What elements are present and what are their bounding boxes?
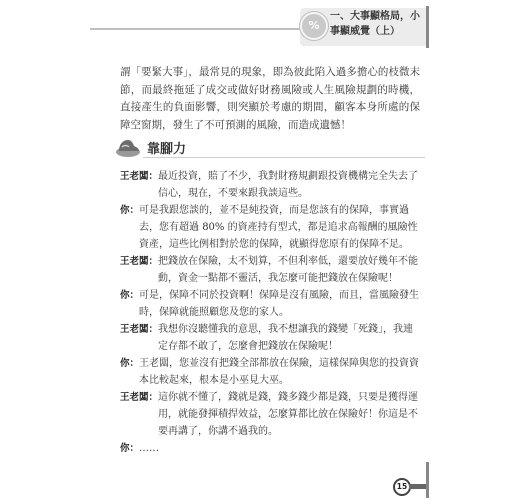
dialogue-turn bbox=[120, 168, 422, 202]
page-edge-mark bbox=[426, 6, 429, 48]
dialogue-turn bbox=[120, 321, 422, 355]
dialogue-turn bbox=[120, 355, 422, 389]
speech-text: 這你就不懂了，錢就是錢，錢多錢少都是錢，只要是獲得運用，就能發揮積捍效益，怎麼算都比放在保險好！你這是不要再講了，你講不過我的。 bbox=[158, 392, 419, 437]
chapter-title: 一、大事顯格局，小事顯威覺（上） bbox=[330, 11, 420, 37]
dialogue-turn bbox=[120, 440, 422, 457]
speaker-label: 王老闆： bbox=[120, 256, 159, 267]
dialogue-turn bbox=[120, 287, 422, 321]
page-edge-mark-bottom bbox=[426, 462, 429, 498]
speech-text: 我想你沒聽懂我的意思，我不想讓我的錢變「死錢」，我連定存都不敢了，怎麼會把錢放在保險呢！ bbox=[158, 324, 414, 352]
speech-text: 王老闆，您並沒有把錢全部都放在保險，這樣保障與您的投資資本比較起來，根本是小巫見大巫。 bbox=[139, 358, 420, 386]
header-rule bbox=[90, 28, 300, 30]
section-title: 靠腳力 bbox=[147, 142, 187, 157]
speaker-label: 你： bbox=[120, 290, 140, 301]
speech-text: 最近投資，賠了不少，我對財務規劃跟投資機構完全失去了信心，現在，不要來跟我談這些。 bbox=[158, 171, 419, 199]
speech-text: 可是，保障不同於投資啊！保障是沒有風險，而且，當風險發生時，保障就能照顧您及您的家人。 bbox=[139, 290, 420, 318]
speaker-label: 王老闆： bbox=[120, 171, 159, 182]
speaker-label: 王老闆： bbox=[120, 324, 159, 335]
speech-text: …… bbox=[139, 443, 160, 454]
speaker-label: 你： bbox=[120, 443, 140, 454]
speaker-label: 王老闆： bbox=[120, 392, 159, 403]
chapter-badge-icon: % bbox=[300, 12, 328, 40]
speaker-label: 你： bbox=[120, 358, 140, 369]
intro-paragraph: 謂「要緊大事」，最常見的現象，即為彼此陷入過多擔心的枝微末節，而最終拖延了成交或做好財務風險或人生風險規劃的時機，直接產生的負面影響，則突顯於考慮的期間，顧客本身所處的保障空窗期，發生了不可預測的風險，而造成遺憾！ bbox=[120, 66, 420, 131]
footer-bar bbox=[409, 484, 427, 489]
page-number: 15 bbox=[393, 478, 411, 496]
dialogue-turn bbox=[120, 202, 422, 253]
dialogue-turn bbox=[120, 389, 422, 440]
dialogue-turn bbox=[120, 253, 422, 287]
section-rule bbox=[143, 157, 425, 158]
dialogue-list bbox=[120, 168, 422, 457]
shoe-icon bbox=[115, 135, 141, 159]
speech-text: 可是我跟您談的，並不是純投資，而是您該有的保障，事實過去，您有超過 80% 的資產持有型式，都是追求高報酬的風險性資產，這些比例相對於您的保障，就顯得您原有的保障不足。 bbox=[139, 205, 418, 250]
speech-text: 把錢放在保險，太不划算，不但利率低，還要放好幾年不能動，資金一點都不靈活，我怎麼可能把錢放在保險呢！ bbox=[158, 256, 419, 284]
speaker-label: 你： bbox=[120, 205, 140, 216]
page-header bbox=[0, 0, 520, 55]
section-heading bbox=[115, 135, 425, 163]
